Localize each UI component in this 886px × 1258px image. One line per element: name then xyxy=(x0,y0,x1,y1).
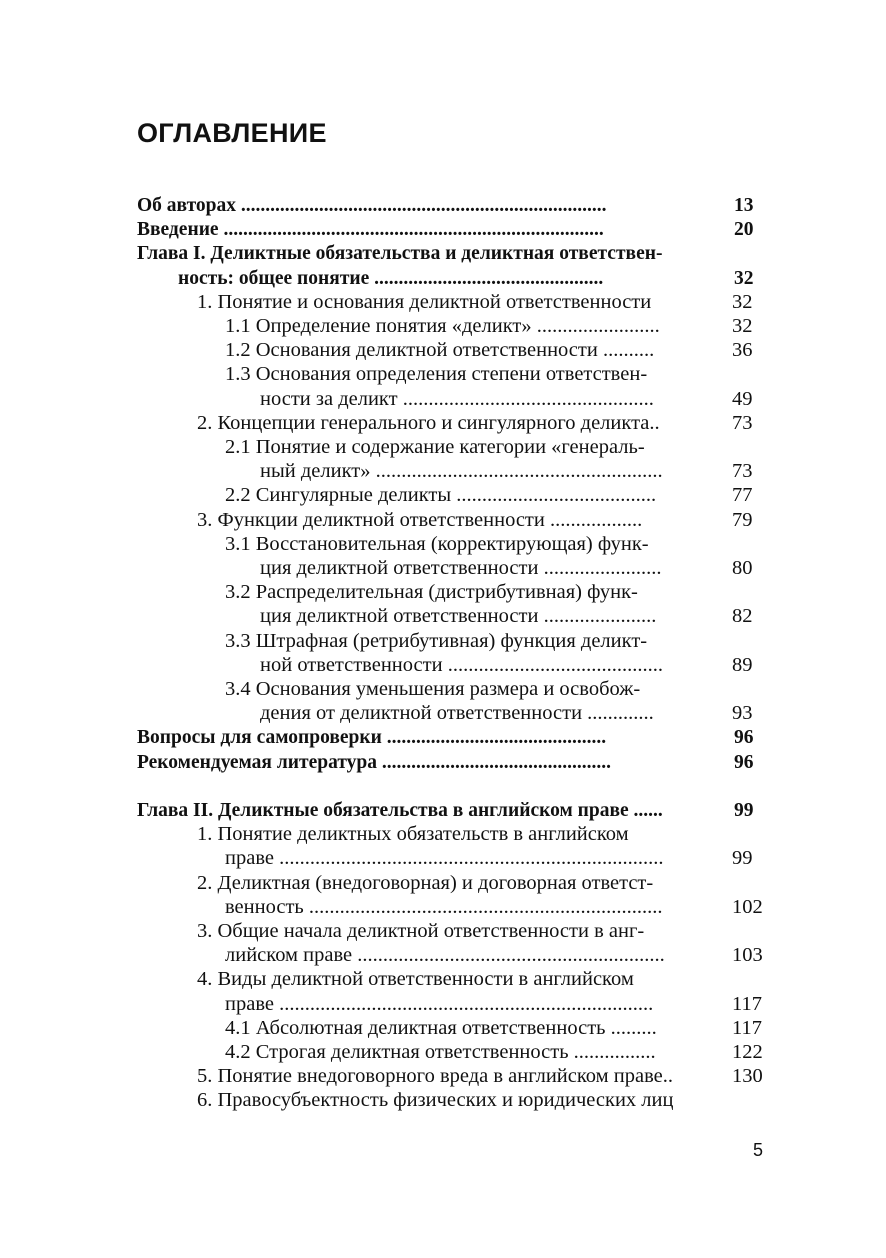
toc-entry-page: 99 xyxy=(732,847,753,869)
toc-entry[interactable] xyxy=(0,435,886,460)
toc-entry-title: 4.1 Абсолютная деликтная ответственность ......... xyxy=(225,1017,657,1039)
toc-entry-page: 89 xyxy=(732,654,753,676)
toc-entry-page: 122 xyxy=(732,1041,763,1063)
toc-entry-title: 5. Понятие внедоговорного вреда в английском праве.. xyxy=(197,1065,673,1087)
toc-entry-page: 32 xyxy=(732,315,753,337)
toc-entry-title: Введение .............................................................................. xyxy=(137,219,604,240)
toc-entry[interactable] xyxy=(0,193,886,218)
toc-entry-title: 4.2 Строгая деликтная ответственность ................ xyxy=(225,1041,656,1063)
toc-entry[interactable] xyxy=(0,1016,886,1041)
toc-entry[interactable] xyxy=(0,483,886,508)
toc-entry-title: ный деликт» ........................................................ xyxy=(260,460,663,482)
toc-entry-title: 2.1 Понятие и содержание категории «генераль- xyxy=(225,436,645,458)
toc-entry-title: 2. Деликтная (внедоговорная) и договорная ответст- xyxy=(197,872,654,894)
toc-entry-title: дения от деликтной ответственности ............. xyxy=(260,702,654,724)
toc-entry[interactable] xyxy=(0,1064,886,1089)
toc-entry[interactable] xyxy=(0,411,886,436)
toc-entry[interactable] xyxy=(0,338,886,363)
toc-entry-title: 3.3 Штрафная (ретрибутивная) функция деликт- xyxy=(225,630,648,652)
toc-entry-title: 1.1 Определение понятия «деликт» ........................ xyxy=(225,315,660,337)
toc-spacer xyxy=(0,774,886,799)
toc-entry-page: 20 xyxy=(734,219,754,240)
toc-entry-page: 13 xyxy=(734,195,754,216)
toc-entry[interactable] xyxy=(0,677,886,702)
toc-entry[interactable] xyxy=(0,459,886,484)
toc-entry[interactable] xyxy=(0,1040,886,1065)
toc-entry[interactable] xyxy=(0,556,886,581)
toc-entry-title: 2. Концепции генерального и сингулярного деликта.. xyxy=(197,412,660,434)
toc-entry[interactable] xyxy=(0,508,886,533)
toc-entry-title: 4. Виды деликтной ответственности в английском xyxy=(197,968,634,990)
toc-entry[interactable] xyxy=(0,387,886,412)
toc-entry-title: 3.1 Восстановительная (корректирующая) функ- xyxy=(225,533,649,555)
toc-entry-page: 96 xyxy=(734,752,754,773)
toc-entry[interactable] xyxy=(0,653,886,678)
toc-entry[interactable] xyxy=(0,992,886,1017)
toc-entry[interactable] xyxy=(0,1088,886,1113)
toc-entry-title: лийском праве ............................................................ xyxy=(225,944,665,966)
toc-entry-page: 117 xyxy=(732,993,762,1015)
toc-entry[interactable] xyxy=(0,967,886,992)
toc-entry-page: 130 xyxy=(732,1065,763,1087)
toc-entry-title: 2.2 Сингулярные деликты ....................................... xyxy=(225,484,657,506)
toc-entry-page: 99 xyxy=(734,800,754,821)
toc-entry-title: ность: общее понятие ............................................... xyxy=(178,268,604,289)
toc-entry-page: 103 xyxy=(732,944,763,966)
toc-entry[interactable] xyxy=(0,314,886,339)
toc-entry-page: 73 xyxy=(732,412,753,434)
toc-entry[interactable] xyxy=(0,871,886,896)
toc-entry[interactable] xyxy=(0,629,886,654)
page-number: 5 xyxy=(753,1140,764,1160)
toc-entry-title: праве ......................................................................... xyxy=(225,993,654,1015)
toc-entry-title: 3. Функции деликтной ответственности .................. xyxy=(197,509,643,531)
toc-entry-title: Рекомендуемая литература ............................................... xyxy=(137,752,611,773)
toc-entry-page: 82 xyxy=(732,605,753,627)
toc-entry-title: 6. Правосубъектность физических и юридических лиц xyxy=(197,1089,674,1111)
toc-entry[interactable] xyxy=(0,701,886,726)
toc-entry[interactable] xyxy=(0,290,886,315)
toc-entry[interactable] xyxy=(0,798,886,823)
toc-entry-page: 73 xyxy=(732,460,753,482)
toc-entry-title: Глава II. Деликтные обязательства в английском праве ...... xyxy=(137,800,663,821)
toc-entry-title: праве ........................................................................... xyxy=(225,847,664,869)
toc-entry[interactable] xyxy=(0,822,886,847)
toc-entry-title: венность ..................................................................... xyxy=(225,896,663,918)
toc-entry-title: 1. Понятие и основания деликтной ответственности xyxy=(197,291,652,313)
toc-entry[interactable] xyxy=(0,362,886,387)
toc-entry[interactable] xyxy=(0,919,886,944)
toc-entry[interactable] xyxy=(0,532,886,557)
toc-entry-title: ция деликтной ответственности ....................... xyxy=(260,557,662,579)
toc-entry[interactable] xyxy=(0,750,886,775)
toc-entry-page: 80 xyxy=(732,557,753,579)
toc-entry-page: 93 xyxy=(732,702,753,724)
toc-entry[interactable] xyxy=(0,895,886,920)
toc-entry-title: 3.2 Распределительная (дистрибутивная) функ- xyxy=(225,581,638,603)
toc-entry-title: 1.3 Основания определения степени ответствен- xyxy=(225,363,648,385)
toc-entry-page: 117 xyxy=(732,1017,762,1039)
toc-entry-title: 3.4 Основания уменьшения размера и освобож- xyxy=(225,678,641,700)
toc-entry[interactable] xyxy=(0,241,886,266)
toc-entry[interactable] xyxy=(0,725,886,750)
toc-entry-title: ция деликтной ответственности ...................... xyxy=(260,605,657,627)
toc-entry-title: Об авторах ........................................................................... xyxy=(137,195,607,216)
toc-entry-title: Вопросы для самопроверки ............................................. xyxy=(137,727,607,748)
toc-entry-page: 77 xyxy=(732,484,753,506)
toc-entry-title: ности за деликт ................................................. xyxy=(260,388,654,410)
toc-entry-title: 1.2 Основания деликтной ответственности .......... xyxy=(225,339,655,361)
toc-entry-page: 96 xyxy=(734,727,754,748)
toc-entry-title: ной ответственности .......................................... xyxy=(260,654,663,676)
toc-entry-title: 1. Понятие деликтных обязательств в английском xyxy=(197,823,629,845)
toc-entry[interactable] xyxy=(0,266,886,291)
page-title: ОГЛАВЛЕНИЕ xyxy=(137,118,327,148)
toc-entry-page: 32 xyxy=(734,268,754,289)
toc-entry[interactable] xyxy=(0,846,886,871)
toc-entry[interactable] xyxy=(0,580,886,605)
toc-entry-title: Глава I. Деликтные обязательства и деликтная ответствен- xyxy=(137,243,663,264)
toc-entry-page: 102 xyxy=(732,896,763,918)
toc-entry[interactable] xyxy=(0,943,886,968)
toc-entry-title: 3. Общие начала деликтной ответственности в анг- xyxy=(197,920,645,942)
toc-entry[interactable] xyxy=(0,217,886,242)
toc-entry-page: 49 xyxy=(732,388,753,410)
toc-entry-page: 32 xyxy=(732,291,753,313)
toc-entry-page: 36 xyxy=(732,339,753,361)
toc-entry-page: 79 xyxy=(732,509,753,531)
toc-entry[interactable] xyxy=(0,604,886,629)
